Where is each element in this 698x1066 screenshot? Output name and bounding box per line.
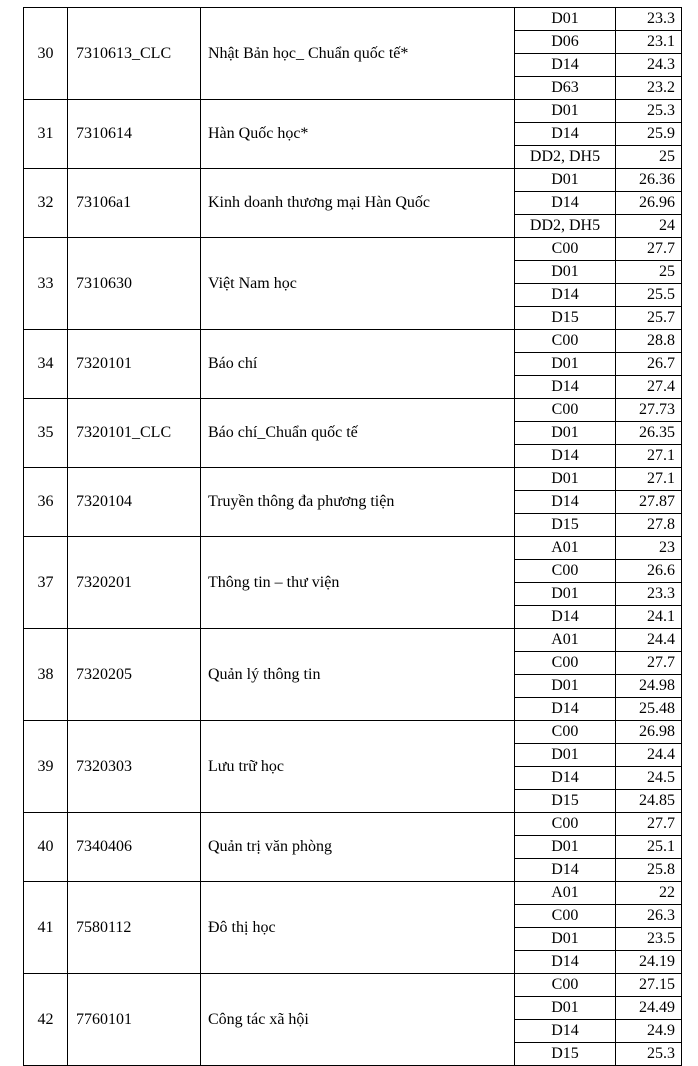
major-code: 7310613_CLC xyxy=(68,8,201,100)
row-number: 38 xyxy=(24,629,68,721)
subject-combination: C00 xyxy=(515,238,616,261)
subject-combination: D15 xyxy=(515,307,616,330)
major-name: Báo chí xyxy=(201,330,515,399)
table-row xyxy=(24,468,682,491)
major-code: 7580112 xyxy=(68,882,201,974)
cutoff-score: 23.1 xyxy=(616,31,682,54)
major-code: 7310614 xyxy=(68,100,201,169)
admission-scores-table xyxy=(23,7,682,1066)
subject-combination: D15 xyxy=(515,514,616,537)
cutoff-score: 26.6 xyxy=(616,560,682,583)
major-name: Quản trị văn phòng xyxy=(201,813,515,882)
subject-combination: C00 xyxy=(515,721,616,744)
table-row xyxy=(24,629,682,652)
major-code: 7320104 xyxy=(68,468,201,537)
table-row xyxy=(24,721,682,744)
subject-combination: D14 xyxy=(515,606,616,629)
major-name: Hàn Quốc học* xyxy=(201,100,515,169)
cutoff-score: 23.2 xyxy=(616,77,682,100)
subject-combination: C00 xyxy=(515,974,616,997)
cutoff-score: 25.48 xyxy=(616,698,682,721)
table-row xyxy=(24,330,682,353)
major-name: Báo chí_Chuẩn quốc tế xyxy=(201,399,515,468)
subject-combination: D14 xyxy=(515,54,616,77)
table-row xyxy=(24,882,682,905)
cutoff-score: 24.9 xyxy=(616,1020,682,1043)
major-name: Công tác xã hội xyxy=(201,974,515,1066)
table-body xyxy=(24,8,682,1066)
cutoff-score: 26.35 xyxy=(616,422,682,445)
cutoff-score: 24.5 xyxy=(616,767,682,790)
table-row xyxy=(24,100,682,123)
cutoff-score: 27.15 xyxy=(616,974,682,997)
major-name: Việt Nam học xyxy=(201,238,515,330)
subject-combination: D01 xyxy=(515,928,616,951)
cutoff-score: 25.3 xyxy=(616,1043,682,1066)
cutoff-score: 24.85 xyxy=(616,790,682,813)
cutoff-score: 23.3 xyxy=(616,8,682,31)
cutoff-score: 28.8 xyxy=(616,330,682,353)
subject-combination: D01 xyxy=(515,997,616,1020)
subject-combination: D14 xyxy=(515,951,616,974)
subject-combination: D14 xyxy=(515,698,616,721)
subject-combination: D01 xyxy=(515,422,616,445)
subject-combination: A01 xyxy=(515,629,616,652)
cutoff-score: 26.98 xyxy=(616,721,682,744)
subject-combination: D01 xyxy=(515,353,616,376)
cutoff-score: 25.1 xyxy=(616,836,682,859)
subject-combination: D01 xyxy=(515,261,616,284)
subject-combination: A01 xyxy=(515,882,616,905)
cutoff-score: 26.3 xyxy=(616,905,682,928)
cutoff-score: 27.7 xyxy=(616,813,682,836)
subject-combination: D01 xyxy=(515,675,616,698)
cutoff-score: 24.4 xyxy=(616,629,682,652)
major-name: Lưu trữ học xyxy=(201,721,515,813)
subject-combination: C00 xyxy=(515,560,616,583)
subject-combination: D01 xyxy=(515,744,616,767)
cutoff-score: 24.4 xyxy=(616,744,682,767)
cutoff-score: 27.87 xyxy=(616,491,682,514)
cutoff-score: 26.96 xyxy=(616,192,682,215)
major-name: Kinh doanh thương mại Hàn Quốc xyxy=(201,169,515,238)
row-number: 31 xyxy=(24,100,68,169)
major-code: 7320201 xyxy=(68,537,201,629)
subject-combination: D14 xyxy=(515,1020,616,1043)
major-code: 7310630 xyxy=(68,238,201,330)
subject-combination: DD2, DH5 xyxy=(515,146,616,169)
subject-combination: D01 xyxy=(515,583,616,606)
major-name: Thông tin – thư viện xyxy=(201,537,515,629)
row-number: 41 xyxy=(24,882,68,974)
subject-combination: D14 xyxy=(515,284,616,307)
row-number: 34 xyxy=(24,330,68,399)
subject-combination: D14 xyxy=(515,376,616,399)
subject-combination: D15 xyxy=(515,790,616,813)
subject-combination: D63 xyxy=(515,77,616,100)
cutoff-score: 27.1 xyxy=(616,468,682,491)
subject-combination: C00 xyxy=(515,330,616,353)
subject-combination: C00 xyxy=(515,813,616,836)
cutoff-score: 22 xyxy=(616,882,682,905)
cutoff-score: 23.5 xyxy=(616,928,682,951)
major-code: 7320303 xyxy=(68,721,201,813)
cutoff-score: 25.7 xyxy=(616,307,682,330)
major-code: 7320101 xyxy=(68,330,201,399)
subject-combination: C00 xyxy=(515,399,616,422)
table-row xyxy=(24,974,682,997)
cutoff-score: 25 xyxy=(616,146,682,169)
cutoff-score: 25.8 xyxy=(616,859,682,882)
cutoff-score: 27.7 xyxy=(616,652,682,675)
row-number: 35 xyxy=(24,399,68,468)
subject-combination: A01 xyxy=(515,537,616,560)
row-number: 40 xyxy=(24,813,68,882)
row-number: 36 xyxy=(24,468,68,537)
major-name: Đô thị học xyxy=(201,882,515,974)
cutoff-score: 25.5 xyxy=(616,284,682,307)
table-row xyxy=(24,238,682,261)
subject-combination: D14 xyxy=(515,767,616,790)
subject-combination: D01 xyxy=(515,100,616,123)
cutoff-score: 27.8 xyxy=(616,514,682,537)
table-row xyxy=(24,169,682,192)
major-name: Nhật Bản học_ Chuẩn quốc tế* xyxy=(201,8,515,100)
subject-combination: D01 xyxy=(515,8,616,31)
major-code: 73106a1 xyxy=(68,169,201,238)
row-number: 30 xyxy=(24,8,68,100)
subject-combination: D15 xyxy=(515,1043,616,1066)
cutoff-score: 26.36 xyxy=(616,169,682,192)
cutoff-score: 25.9 xyxy=(616,123,682,146)
row-number: 33 xyxy=(24,238,68,330)
cutoff-score: 27.4 xyxy=(616,376,682,399)
table-row xyxy=(24,813,682,836)
cutoff-score: 23 xyxy=(616,537,682,560)
cutoff-score: 24.1 xyxy=(616,606,682,629)
major-name: Truyền thông đa phương tiện xyxy=(201,468,515,537)
cutoff-score: 26.7 xyxy=(616,353,682,376)
subject-combination: D14 xyxy=(515,491,616,514)
table-row xyxy=(24,537,682,560)
cutoff-score: 24.3 xyxy=(616,54,682,77)
subject-combination: D01 xyxy=(515,836,616,859)
row-number: 37 xyxy=(24,537,68,629)
major-name: Quản lý thông tin xyxy=(201,629,515,721)
cutoff-score: 27.7 xyxy=(616,238,682,261)
table-row xyxy=(24,399,682,422)
cutoff-score: 24.49 xyxy=(616,997,682,1020)
major-code: 7320205 xyxy=(68,629,201,721)
row-number: 42 xyxy=(24,974,68,1066)
cutoff-score: 25 xyxy=(616,261,682,284)
table-row xyxy=(24,8,682,31)
cutoff-score: 24 xyxy=(616,215,682,238)
major-code: 7320101_CLC xyxy=(68,399,201,468)
subject-combination: D14 xyxy=(515,192,616,215)
cutoff-score: 23.3 xyxy=(616,583,682,606)
cutoff-score: 24.98 xyxy=(616,675,682,698)
subject-combination: D14 xyxy=(515,445,616,468)
row-number: 39 xyxy=(24,721,68,813)
subject-combination: D01 xyxy=(515,169,616,192)
major-code: 7340406 xyxy=(68,813,201,882)
cutoff-score: 27.1 xyxy=(616,445,682,468)
cutoff-score: 24.19 xyxy=(616,951,682,974)
subject-combination: D06 xyxy=(515,31,616,54)
cutoff-score: 27.73 xyxy=(616,399,682,422)
major-code: 7760101 xyxy=(68,974,201,1066)
cutoff-score: 25.3 xyxy=(616,100,682,123)
subject-combination: C00 xyxy=(515,652,616,675)
subject-combination: D01 xyxy=(515,468,616,491)
subject-combination: C00 xyxy=(515,905,616,928)
row-number: 32 xyxy=(24,169,68,238)
subject-combination: D14 xyxy=(515,123,616,146)
subject-combination: DD2, DH5 xyxy=(515,215,616,238)
subject-combination: D14 xyxy=(515,859,616,882)
